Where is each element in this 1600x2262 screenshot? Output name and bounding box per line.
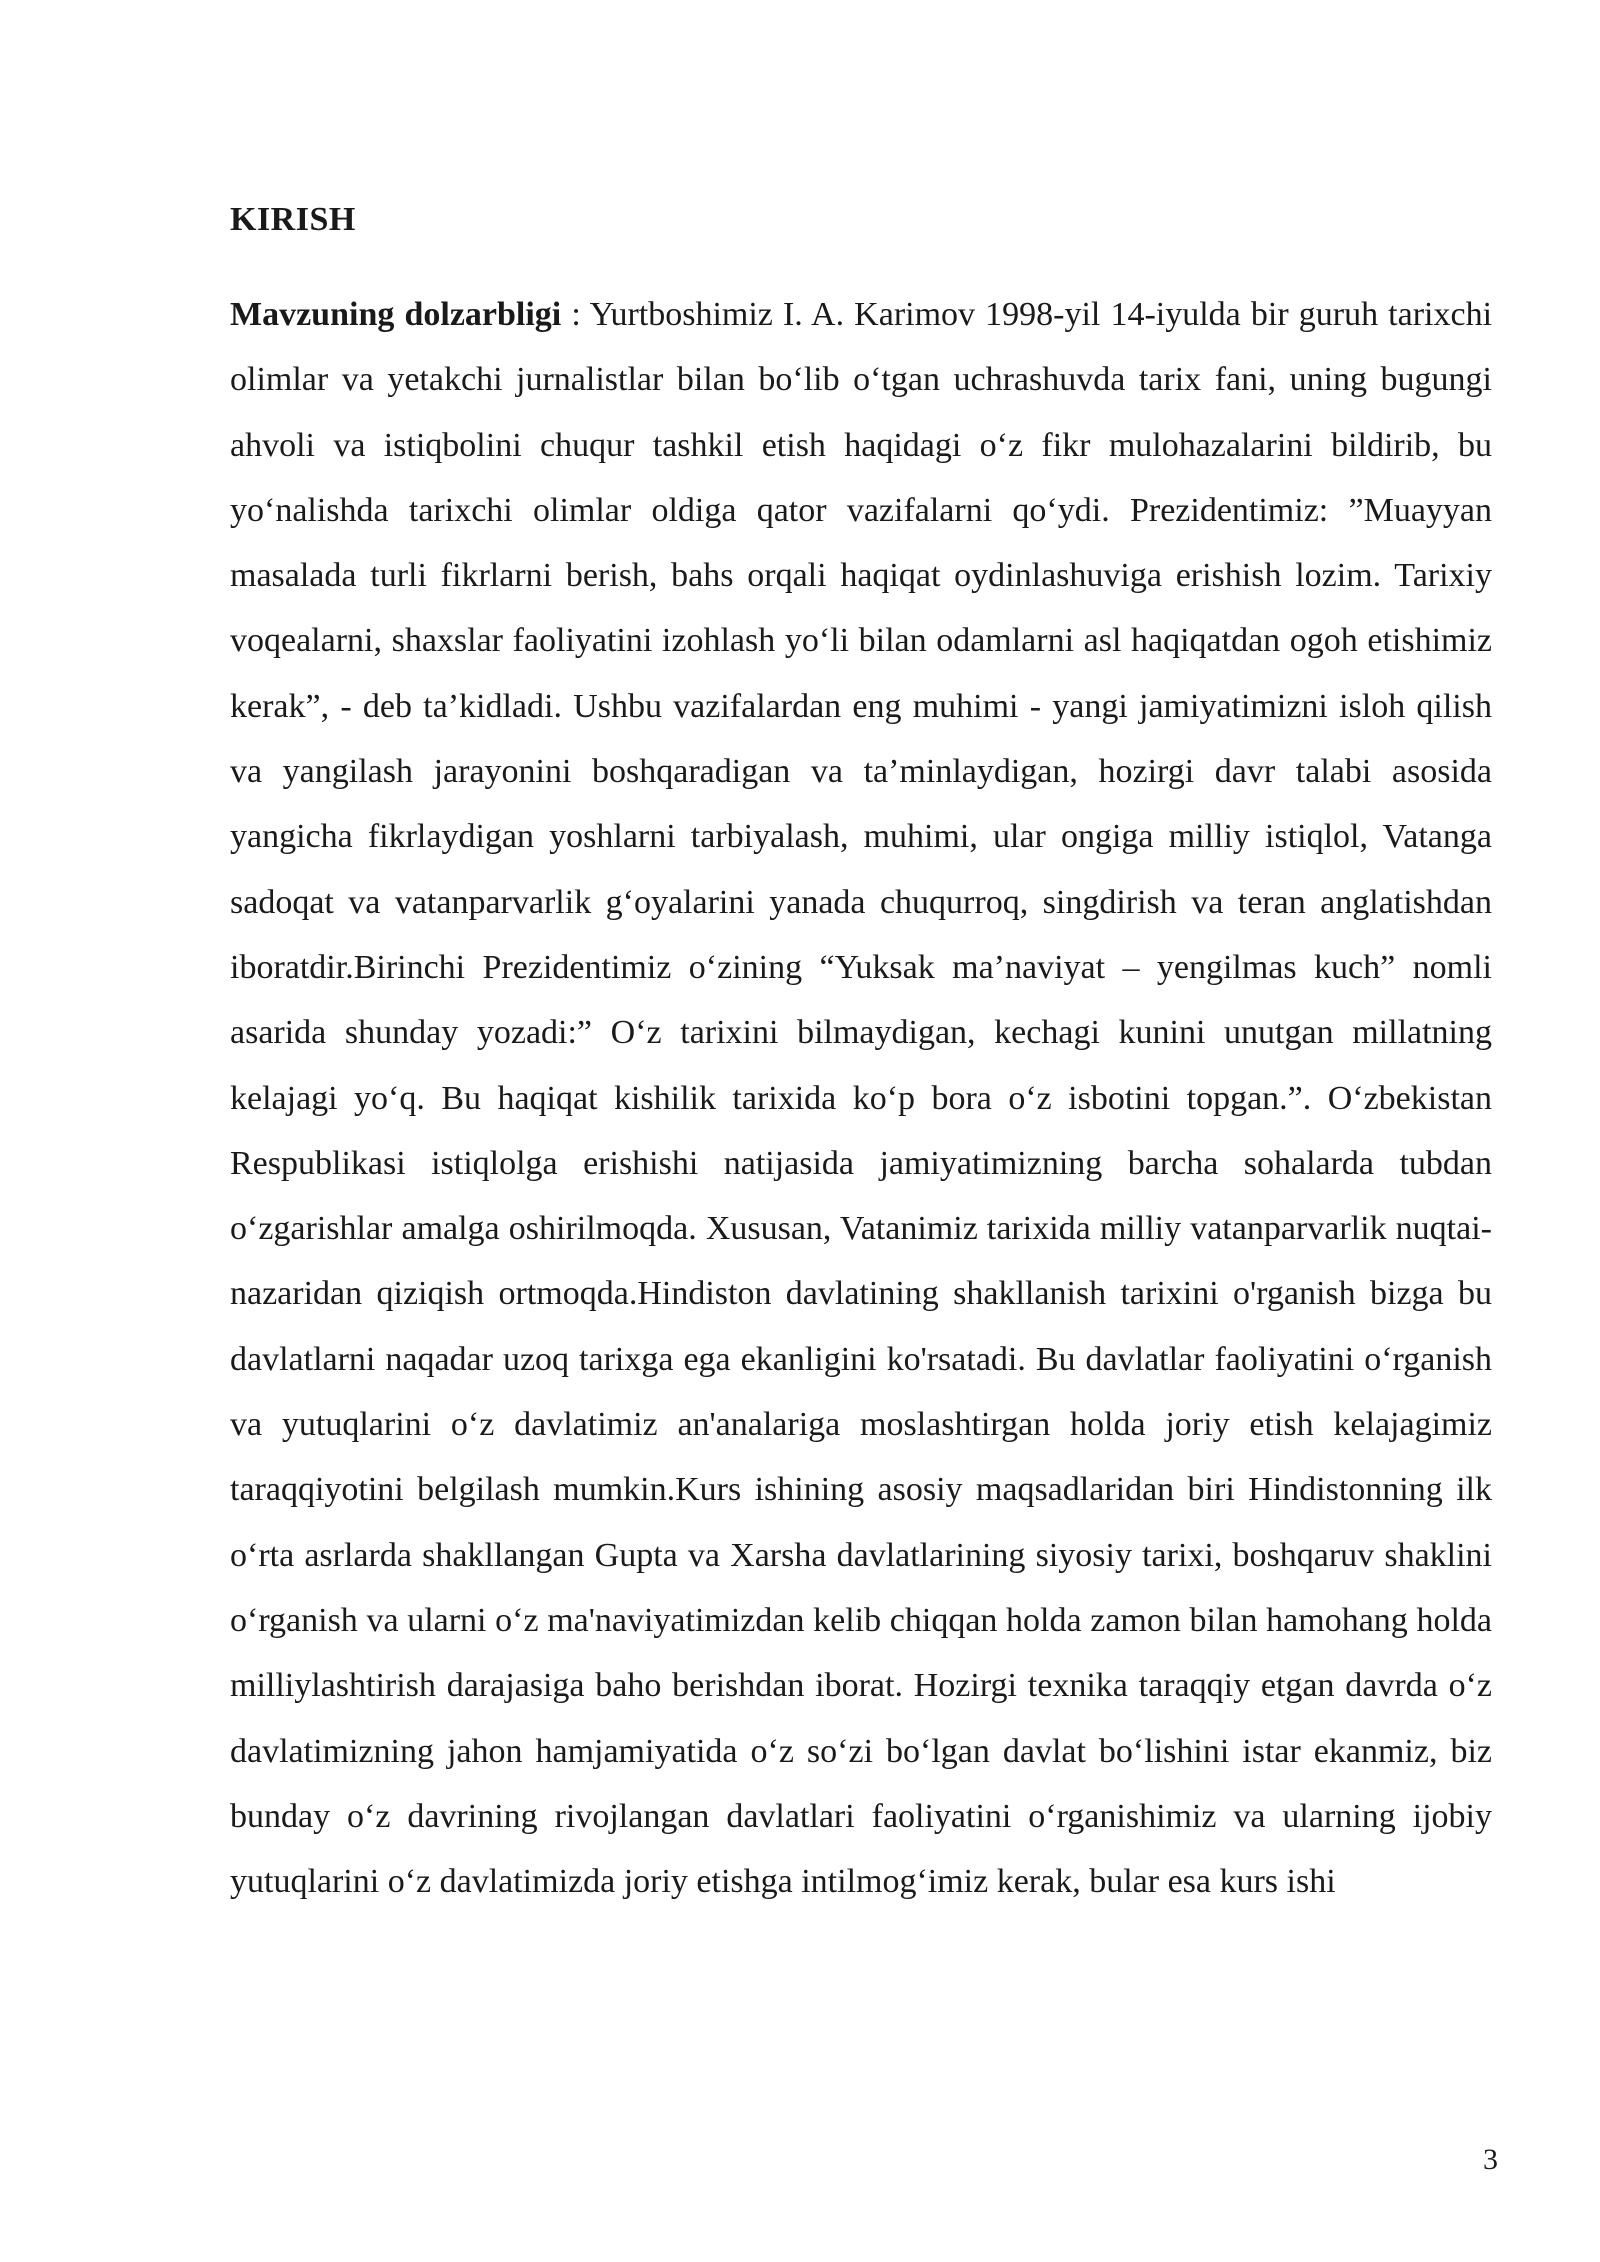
lead-separator: : <box>561 296 590 333</box>
page-number: 3 <box>1483 2143 1498 2176</box>
paragraph-lead: Mavzuning dolzarbligi <box>230 296 562 333</box>
body-paragraph <box>230 282 1492 1914</box>
paragraph-text: Yurtboshimiz I. A. Karimov 1998-yil 14-iyulda bir guruh tarixchi olimlar va yetakchi jurnalistlar bilan bo‘lib o‘tgan uchrashuvda tarix fani, uning bugungi ahvoli va istiqbolini chuqur tashkil etish haqidagi o‘z fikr mulohazalarini bildirib, bu yo‘nalishda tarixchi olimlar oldiga qator vazifalarni qo‘ydi. Prezidentimiz: ”Muayyan masalada turli fikrlarni berish, bahs orqali haqiqat oydinlashuviga erishish lozim. Tarixiy voqealarni, shaxslar faoliyatini izohlash yo‘li bilan odamlarni asl haqiqatdan ogoh etishimiz kerak”, - deb ta’kidladi. Ushbu vazifalardan eng muhimi - yangi jamiyatimizni isloh qilish va yangilash jarayonini boshqaradigan va ta’minlaydigan, hozirgi davr talabi asosida yangicha fikrlaydigan yoshlarni tarbiyalash, muhimi, ular ongiga milliy istiqlol, Vatanga sadoqat va vatanparvarlik g‘oyalarini yanada chuqurroq, singdirish va teran anglatishdan iboratdir.Birinchi Prezidentimiz o‘zining “Yuksak ma’naviyat – yengilmas kuch” nomli asarida shunday yozadi:” O‘z tarixini bilmaydigan, kechagi kunini unutgan millatning kelajagi yo‘q. Bu haqiqat kishilik tarixida ko‘p bora o‘z isbotini topgan.”. O‘zbekistan Respublikasi istiqlolga erishishi natijasida jamiyatimizning barcha sohalarda tubdan o‘zgarishlar amalga oshirilmoqda. Xususan, Vatanimiz tarixida milliy vatanparvarlik nuqtai-nazaridan qiziqish ortmoqda.Hindiston davlatining shakllanish tarixini o'rganish bizga bu davlatlarni naqadar uzoq tarixga ega ekanligini ko'rsatadi. Bu davlatlar faoliyatini o‘rganish va yutuqlarini o‘z davlatimiz an'analariga moslashtirgan holda joriy etish kelajagimiz taraqqiyotini belgilash mumkin.Kurs ishining asosiy maqsadlaridan biri Hindistonning ilk o‘rta asrlarda shakllangan Gupta va Xarsha davlatlarining siyosiy tarixi, boshqaruv shaklini o‘rganish va ularni o‘z ma'naviyatimizdan kelib chiqqan holda zamon bilan hamohang holda milliylashtirish darajasiga baho berishdan iborat. Hozirgi texnika taraqqiy etgan davrda o‘z davlatimizning jahon hamjamiyatida o‘z so‘zi bo‘lgan davlat bo‘lishini istar ekanmiz, biz bunday o‘z davrining rivojlangan davlatlari faoliyatini o‘rganishimiz va ularning ijobiy yutuqlarini o‘z davlatimizda joriy etishga intilmog‘imiz kerak, bular esa kurs ishi <box>230 296 1493 1901</box>
section-heading: KIRISH <box>230 201 356 238</box>
